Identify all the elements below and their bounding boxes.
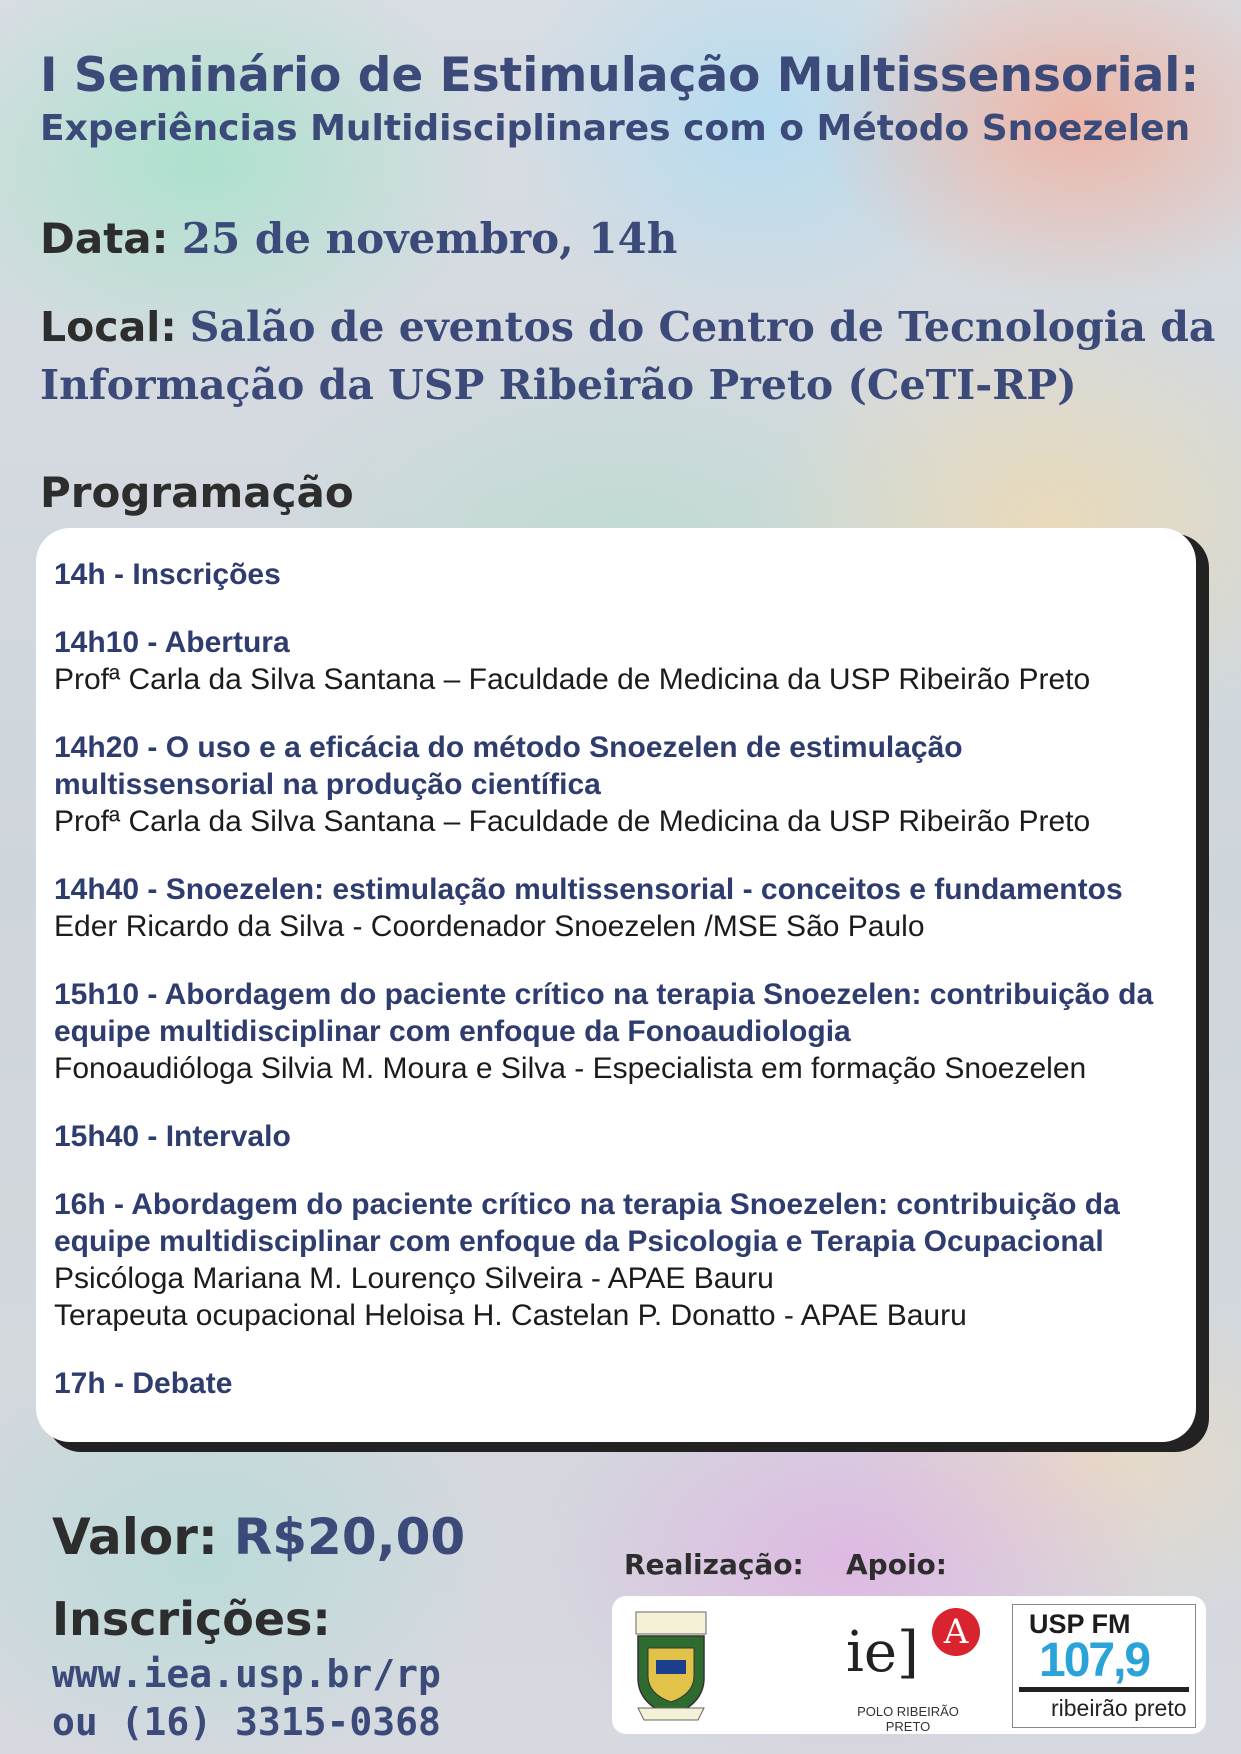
program-item: [54, 1118, 1180, 1155]
price-line: [52, 1508, 465, 1566]
program-item: [54, 976, 1180, 1087]
program-item-title: 14h - Inscrições: [54, 558, 281, 591]
program-item: [54, 1186, 1180, 1334]
iea-a-circle-icon: A: [932, 1608, 980, 1656]
program-item: [54, 1365, 1180, 1402]
program-item-title: 14h40 - Snoezelen: estimulação multissensorial - conceitos e fundamentos: [54, 873, 1123, 906]
program-item: [54, 729, 1180, 840]
program-item-speaker: Profª Carla da Silva Santana – Faculdade de Medicina da USP Ribeirão Preto: [54, 663, 1091, 696]
iea-mark-icon: ie]: [846, 1620, 919, 1685]
realizacao-label: Realização:: [624, 1548, 804, 1581]
usp-fm-bar: [1019, 1687, 1189, 1692]
registration-heading: Inscrições:: [52, 1592, 331, 1646]
program-item-title: 16h - Abordagem do paciente crítico na terapia Snoezelen: contribuição da equipe multidisciplinar com enfoque da Psicologia e Terapia Ocupacional: [54, 1188, 1120, 1258]
iea-caption: POLO RIBEIRÃO PRETO: [857, 1704, 959, 1734]
program-item-title: 17h - Debate: [54, 1367, 233, 1400]
program-item-title: 14h20 - O uso e a eficácia do método Snoezelen de estimulação multissensorial na produção científica: [54, 731, 963, 801]
program-item: [54, 624, 1180, 698]
registration-phone: ou (16) 3315-0368: [52, 1700, 441, 1744]
date-line: [40, 214, 677, 263]
program-item-speaker: Profª Carla da Silva Santana – Faculdade de Medicina da USP Ribeirão Preto: [54, 805, 1091, 838]
program-item-speaker: Psicóloga Mariana M. Lourenço Silveira - APAE Bauru: [54, 1262, 774, 1295]
location-line: [40, 298, 1220, 414]
usp-fm-name: USP FM: [1029, 1609, 1131, 1639]
price-label: Valor:: [52, 1508, 218, 1566]
price-value: R$20,00: [233, 1508, 466, 1566]
program-item-title: 15h10 - Abordagem do paciente crítico na terapia Snoezelen: contribuição da equipe multidisciplinar com enfoque da Fonoaudiologia: [54, 978, 1154, 1048]
registration-url[interactable]: www.iea.usp.br/rp: [52, 1652, 441, 1696]
program-item-speaker: Eder Ricardo da Silva - Coordenador Snoezelen /MSE São Paulo: [54, 910, 925, 943]
date-label: Data:: [40, 214, 169, 263]
program-item-title: 14h10 - Abertura: [54, 626, 290, 659]
usp-fm-logo: [1012, 1604, 1196, 1728]
program-item: [54, 556, 1180, 593]
event-subtitle: Experiências Multidisciplinares com o Método Snoezelen: [40, 108, 1191, 149]
program-item-speaker: Terapeuta ocupacional Heloisa H. Castelan P. Donatto - APAE Bauru: [54, 1299, 967, 1332]
apoio-label: Apoio:: [846, 1548, 947, 1581]
program-box: [36, 528, 1196, 1442]
event-title: I Seminário de Estimulação Multissensorial:: [40, 48, 1200, 103]
date-value: 25 de novembro, 14h: [181, 214, 678, 263]
medical-school-crest-icon: [632, 1608, 710, 1724]
iea-logo: [838, 1602, 978, 1734]
program-item-title: 15h40 - Intervalo: [54, 1120, 291, 1153]
location-value: Salão de eventos do Centro de Tecnologia da Informação da USP Ribeirão Preto (CeTI-RP): [40, 303, 1216, 409]
location-label: Local:: [40, 303, 177, 351]
usp-fm-city: ribeirão preto: [1051, 1695, 1187, 1721]
usp-fm-frequency: 107,9: [1039, 1634, 1150, 1687]
program-item-speaker: Fonoaudióloga Silvia M. Moura e Silva - Especialista em formação Snoezelen: [54, 1052, 1087, 1085]
program-item: [54, 871, 1180, 945]
program-heading: Programação: [40, 468, 354, 517]
